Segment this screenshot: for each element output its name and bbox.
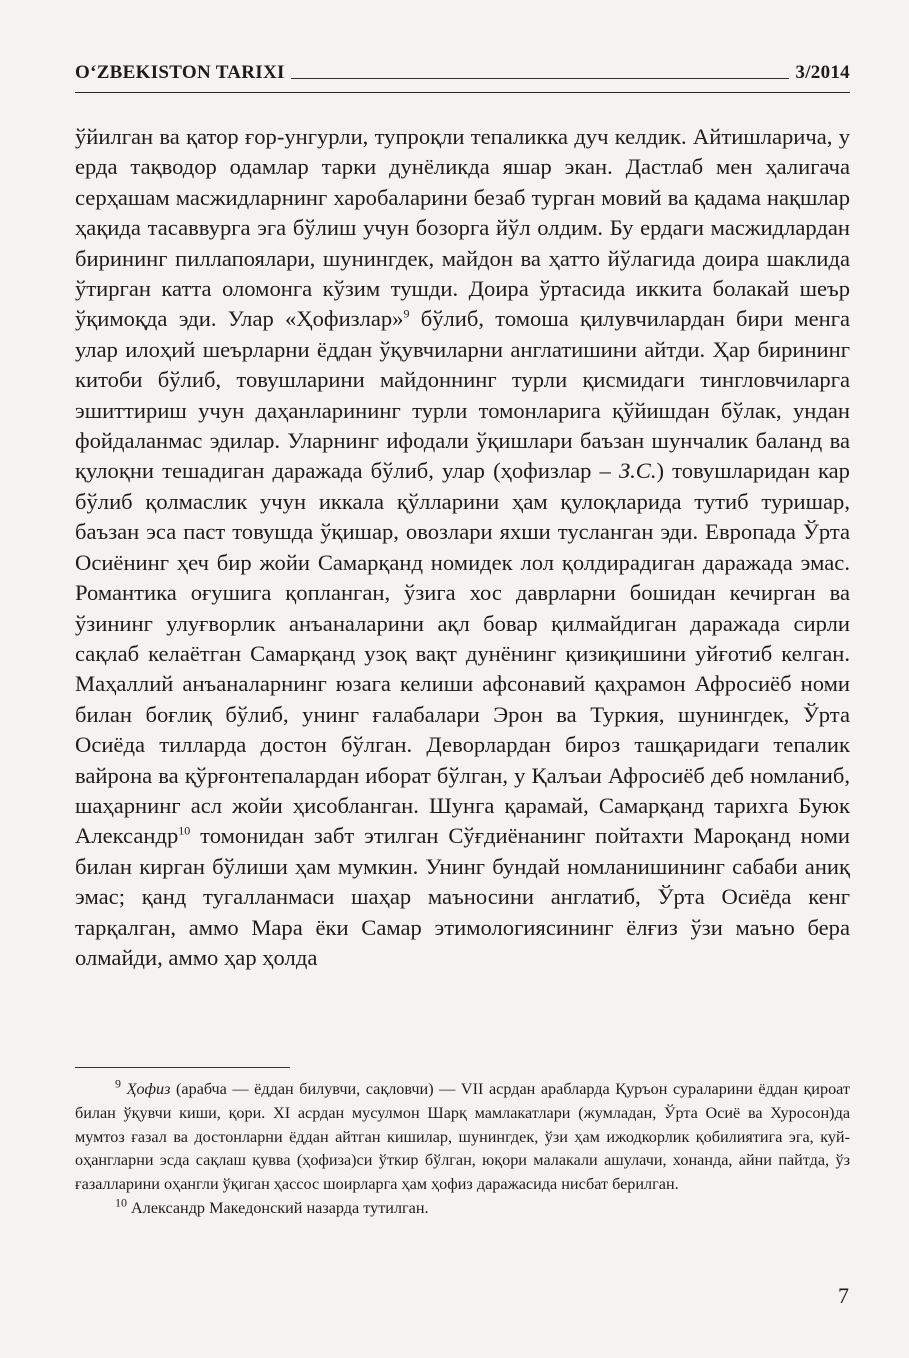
body-part-2: бўлиб, томоша қилувчилардан бири менга улар илоҳий шеърларни ёддан ўқувчиларни англатишини айтди. Ҳар бирининг китоби бўлиб, товушларини майдоннинг турли қисмидаги тингловчиларга эшиттириш учун даҳанларининг турли томонларига қўйишдан бўлак, ундан фойдаланмас эдилар. Уларнинг ифодали ўқишлари баъзан шунчалик баланд ва қулоқни тешадиган даражада бўлиб, улар (ҳофизлар – — [75, 306, 850, 484]
footnote-9 — [75, 1078, 850, 1197]
body-part-4: томонидан забт этилган Сўғдиёнанинг пойтахти Мароқанд номи билан кирган бўлиши ҳам мумкин. Унинг бундай номланишининг сабаби аниқ эмас; қанд тугалланмаси шаҳар маъносини англатиб, Ўрта Осиёда кенг тарқалган, аммо Мара ёки Самар этимологиясининг ёлғиз ўзи маъно бера олмайди, аммо ҳар ҳолда — [75, 823, 850, 970]
page-number: 7 — [838, 1283, 849, 1308]
footnote-number: 10 — [115, 1195, 127, 1210]
footnotes — [75, 1078, 850, 1221]
running-header — [75, 62, 850, 84]
body-part-3: ) товушларидан кар бўлиб қолмаслик учун иккала қўлларини ҳам қулоқларида тутиб туришар, баъзан эса паст товушда ўқишар, овозлари яхши тусланган эди. Европада Ўрта Осиёнинг ҳеч бир жойи Самарқанд номидек лол қолдирадиган даражада эмас. Романтика оғушига қопланган, ўзига хос даврларни бошидан кечирган ва ўзининг улуғворлик анъаналарини ақл бовар қилмайдиган даражада сирли сақлаб келаётган Самарқанд узоқ вақт дунёнинг қизиқишини уйғотиб келган. Маҳаллий анъаналарнинг юзага келиши афсонавий қаҳрамон Афросиёб номи билан боғлиқ бўлиб, унинг ғалабалари Эрон ва Туркия, шунингдек, Ўрта Осиёда тилларда достон бўлган. Деворлардан бироз ташқаридаги тепалик вайрона ва қўрғонтепалардан иборат бўлган, у Қалъаи Афросиёб деб номланиб, шаҳарнинг асл жойи ҳисобланган. Шунга қарамай, Самарқанд тарихга Буюк Александр — [75, 458, 850, 849]
journal-title: O‘ZBEKISTON TARIXI — [75, 62, 285, 83]
header-divider — [75, 92, 850, 93]
footnote-10 — [75, 1197, 850, 1221]
footnote-ref-10[interactable]: 10 — [178, 823, 191, 838]
issue-number: 3/2014 — [795, 62, 850, 83]
main-text — [75, 122, 850, 973]
footnote-divider — [75, 1067, 290, 1068]
author-initials: З.С. — [618, 458, 657, 484]
footnote-ref-9[interactable]: 9 — [403, 306, 410, 321]
footnote-number: 9 — [115, 1076, 121, 1091]
footnote-term: Ҳофиз — [126, 1080, 171, 1098]
body-paragraph — [75, 122, 850, 973]
footnote-text: Александр Македонский назарда тутилган. — [127, 1198, 429, 1217]
header-rule — [291, 77, 790, 79]
body-part-1: ўйилган ва қатор ғор-унгурли, тупроқли тепаликка дуч келдик. Айтишларича, у ерда тақводор одамлар тарки дунёликда яшар экан. Дастлаб мен ҳалигача серҳашам масжидларнинг харобаларини безаб турган мовий ва қадама нақшлар ҳақида тасаввурга эга бўлиш учун бозорга йўл олдим. Бу ердаги масжидлардан бирининг пиллапоялари, шунингдек, майдон ва ҳатто йўлагида доира шаклида ўтирган катта оломонга кўзим тушди. Доира ўртасида иккита болакай шеър ўқимоқда эди. Улар «Ҳофизлар» — [75, 124, 850, 332]
footnote-text: (арабча — ёддан билувчи, сақловчи) — VII асрдан арабларда Қуръон сураларини ёддан қироат билан ўқувчи киши, қори. XI асрдан мусулмон Шарқ мамлакатлари (жумладан, Ўрта Осиё ва Хуросон)да мумтоз ғазал ва достонларни ёддан айтган кишилар, шунингдек, ўзи ҳам ижодкорлик қобилиятига эга, куй-оҳангларни эсда сақлаш қувва (ҳофиза)си ўткир бўлган, юқори малакали ашулачи, хонанда, айни пайтда, ўз ғазалларини оҳангли ўқиган ҳассос шоирларга ҳам ҳофиз даражасида нисбат берилган. — [75, 1080, 850, 1194]
